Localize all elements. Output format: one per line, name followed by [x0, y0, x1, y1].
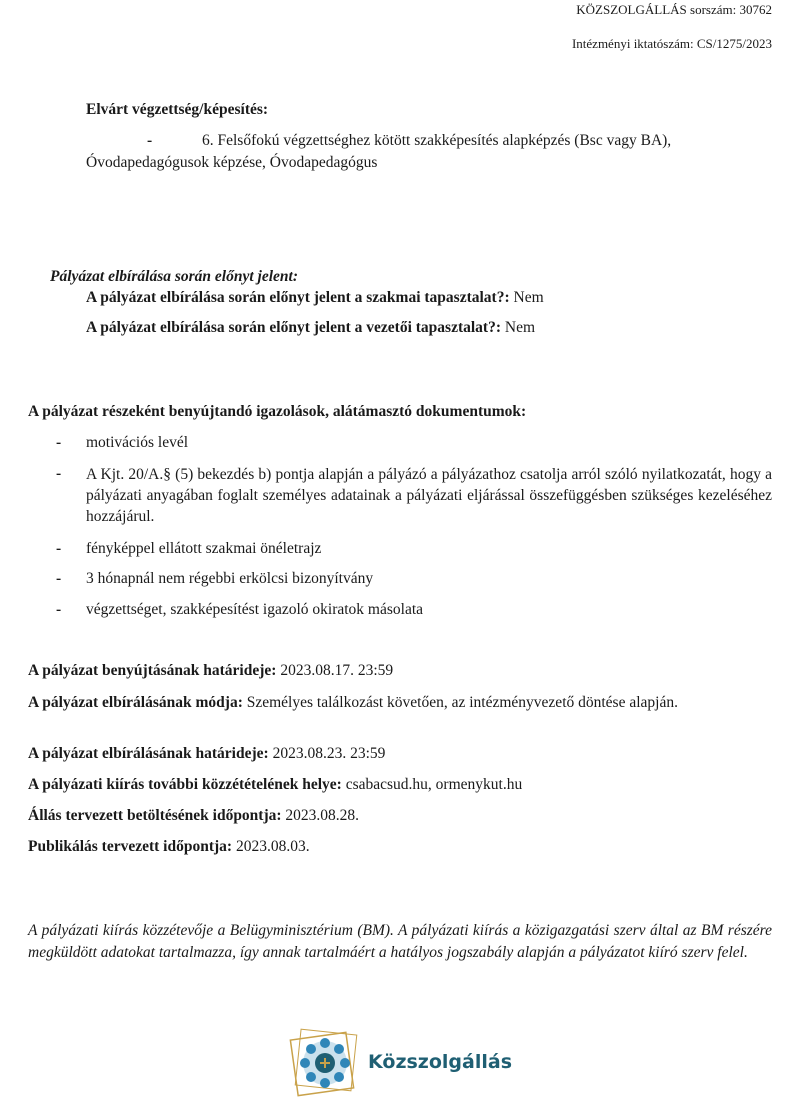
- disclaimer: A pályázati kiírás közzétevője a Belügyminisztérium (BM). A pályázati kiírás a közigazgatási szerv által az BM részére megküldött adatokat tartalmazza, így annak tartalmáért a hatályos jogszabály alapján a pályázatot kiíró szerv felel.: [28, 922, 772, 961]
- kozszolgallas-logo: [288, 1026, 528, 1102]
- list-dash: -: [56, 540, 62, 557]
- documents-heading: A pályázat részeként benyújtandó igazolások, alátámasztó dokumentumok:: [28, 403, 527, 420]
- planned-publication-date: Publikálás tervezett időpontja: 2023.08.03.: [28, 838, 310, 855]
- advantage-professional-experience: A pályázat elbírálása során előnyt jelent a szakmai tapasztalat?: Nem: [86, 289, 544, 306]
- advantage-management-experience: A pályázat elbírálása során előnyt jelent a vezetői tapasztalat?: Nem: [86, 319, 536, 336]
- education-heading: Elvárt végzettség/képesítés:: [86, 101, 269, 118]
- document-list-item: - végzettséget, szakképesítést igazoló okiratok másolata: [56, 600, 772, 620]
- list-dash: -: [56, 465, 62, 482]
- publication-places: A pályázati kiírás további közzétételének helye: csabacsud.hu, ormenykut.hu: [28, 776, 523, 793]
- advantage-heading: Pályázat elbírálása során előnyt jelent:: [50, 268, 298, 285]
- evaluation-method: A pályázat elbírálásának módja: Személyes találkozást követően, az intézményvezető döntése alapján.: [28, 694, 678, 711]
- education-line-1: 6. Felsőfokú végzettséghez kötött szakképesítés alapképzés (Bsc vagy BA),: [202, 132, 672, 149]
- document-list-item: - A Kjt. 20/A.§ (5) bekezdés b) pontja alapján a pályázó a pályázathoz csatolja arról szóló nyilatkozatát, hogy a pályázati anyagában foglalt személyes adatainak a pályázati eljárással összefüggésben szükséges kezeléséhez hozzájárul.: [56, 465, 772, 525]
- list-dash: -: [56, 570, 62, 587]
- institution-reference-number: Intézményi iktatószám: CS/1275/2023: [571, 36, 772, 51]
- kozszolgallas-logo-icon: [288, 1026, 364, 1102]
- planned-start-date: Állás tervezett betöltésének időpontja: 2023.08.28.: [28, 807, 360, 824]
- submission-deadline: A pályázat benyújtásának határideje: 2023.08.17. 23:59: [28, 662, 394, 679]
- logo-text: Közszolgállás: [368, 1051, 513, 1073]
- document-list-item: - motivációs levél: [56, 433, 772, 453]
- list-dash: -: [56, 601, 62, 618]
- education-dash: -: [147, 132, 153, 149]
- announcement-number: KÖZSZOLGÁLLÁS sorszám: 30762: [576, 2, 772, 17]
- evaluation-deadline: A pályázat elbírálásának határideje: 2023.08.23. 23:59: [28, 745, 386, 762]
- document-list-item: - fényképpel ellátott szakmai önéletrajz: [56, 539, 772, 559]
- list-dash: -: [56, 434, 62, 451]
- education-line-2: Óvodapedagógusok képzése, Óvodapedagógus: [86, 154, 378, 171]
- document-list-item: - 3 hónapnál nem régebbi erkölcsi bizonyítvány: [56, 569, 772, 589]
